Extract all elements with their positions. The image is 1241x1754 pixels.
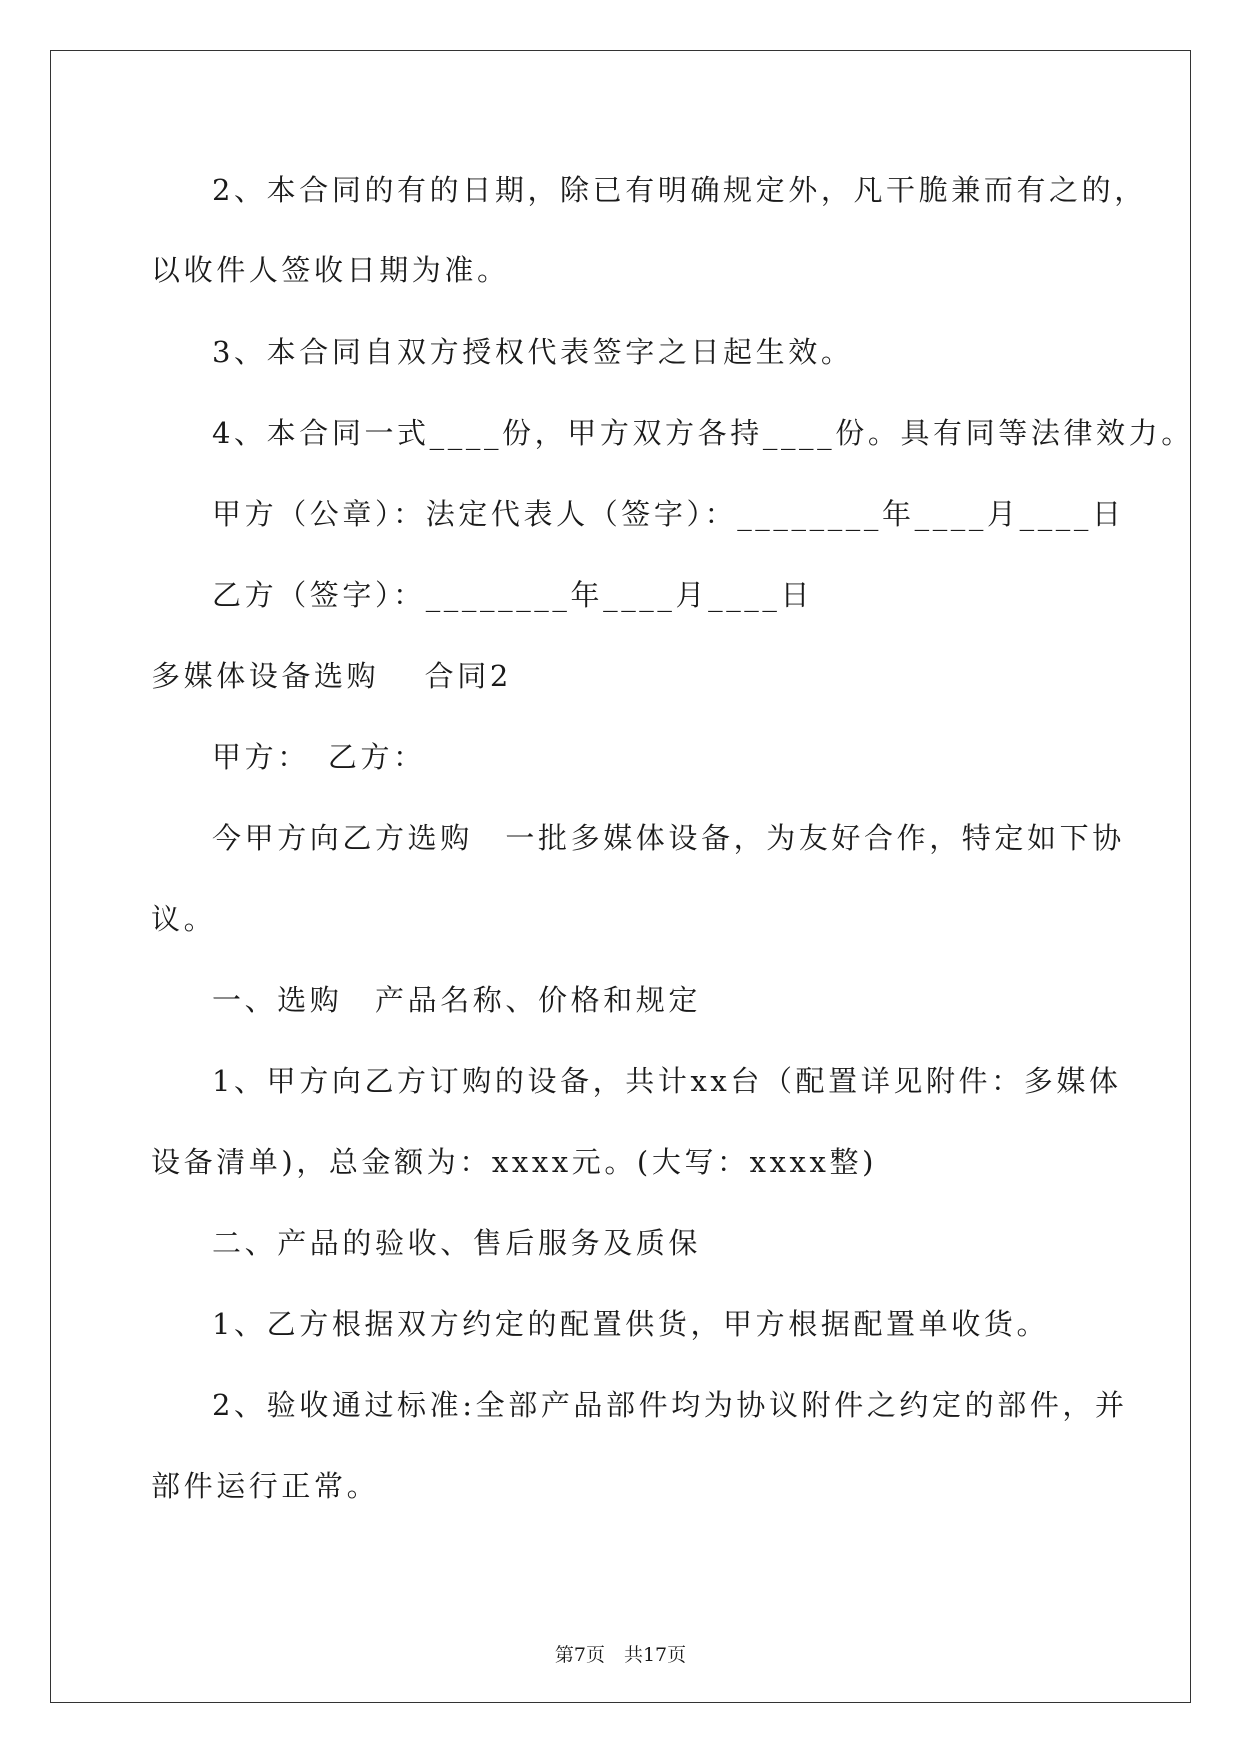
page-number-footer: 第7页 共17页	[554, 1644, 687, 1666]
text-line: 1、甲方向乙方订购的设备，共计xx台（配置详见附件：多媒体	[212, 1064, 1122, 1098]
text-line: 1、乙方根据双方约定的配置供货，甲方根据配置单收货。	[212, 1307, 1050, 1341]
heading-clause-2: 二、产品的验收、售后服务及质保	[212, 1226, 702, 1260]
text-line: 4、本合同一式____份，甲方双方各持____份。具有同等法律效力。	[212, 416, 1194, 450]
text-line: 3、本合同自双方授权代表签字之日起生效。	[212, 335, 854, 369]
signature-line-party-b: 乙方（签字）：________年____月____日	[212, 578, 814, 612]
heading-clause-1: 一、选购 产品名称、价格和规定	[212, 983, 702, 1017]
text-line: 以收件人签收日期为准。	[151, 253, 510, 287]
page-border	[50, 50, 1191, 1703]
text-line: 部件运行正常。	[151, 1469, 380, 1503]
section-title: 多媒体设备选购 合同2	[151, 659, 512, 693]
text-line: 议。	[151, 902, 217, 936]
text-line: 设备清单)，总金额为：xxxx元。(大写：xxxx整)	[151, 1145, 877, 1179]
text-line: 2、验收通过标准:全部产品部件均为协议附件之约定的部件，并	[212, 1388, 1128, 1422]
text-line: 2、本合同的有的日期，除已有明确规定外，凡干脆兼而有之的，	[212, 173, 1147, 207]
text-line: 今甲方向乙方选购 一批多媒体设备，为友好合作，特定如下协	[212, 821, 1125, 855]
signature-line-party-a: 甲方（公章）：法定代表人（签字）：________年____月____日	[212, 497, 1125, 531]
parties-line: 甲方： 乙方：	[212, 740, 426, 774]
